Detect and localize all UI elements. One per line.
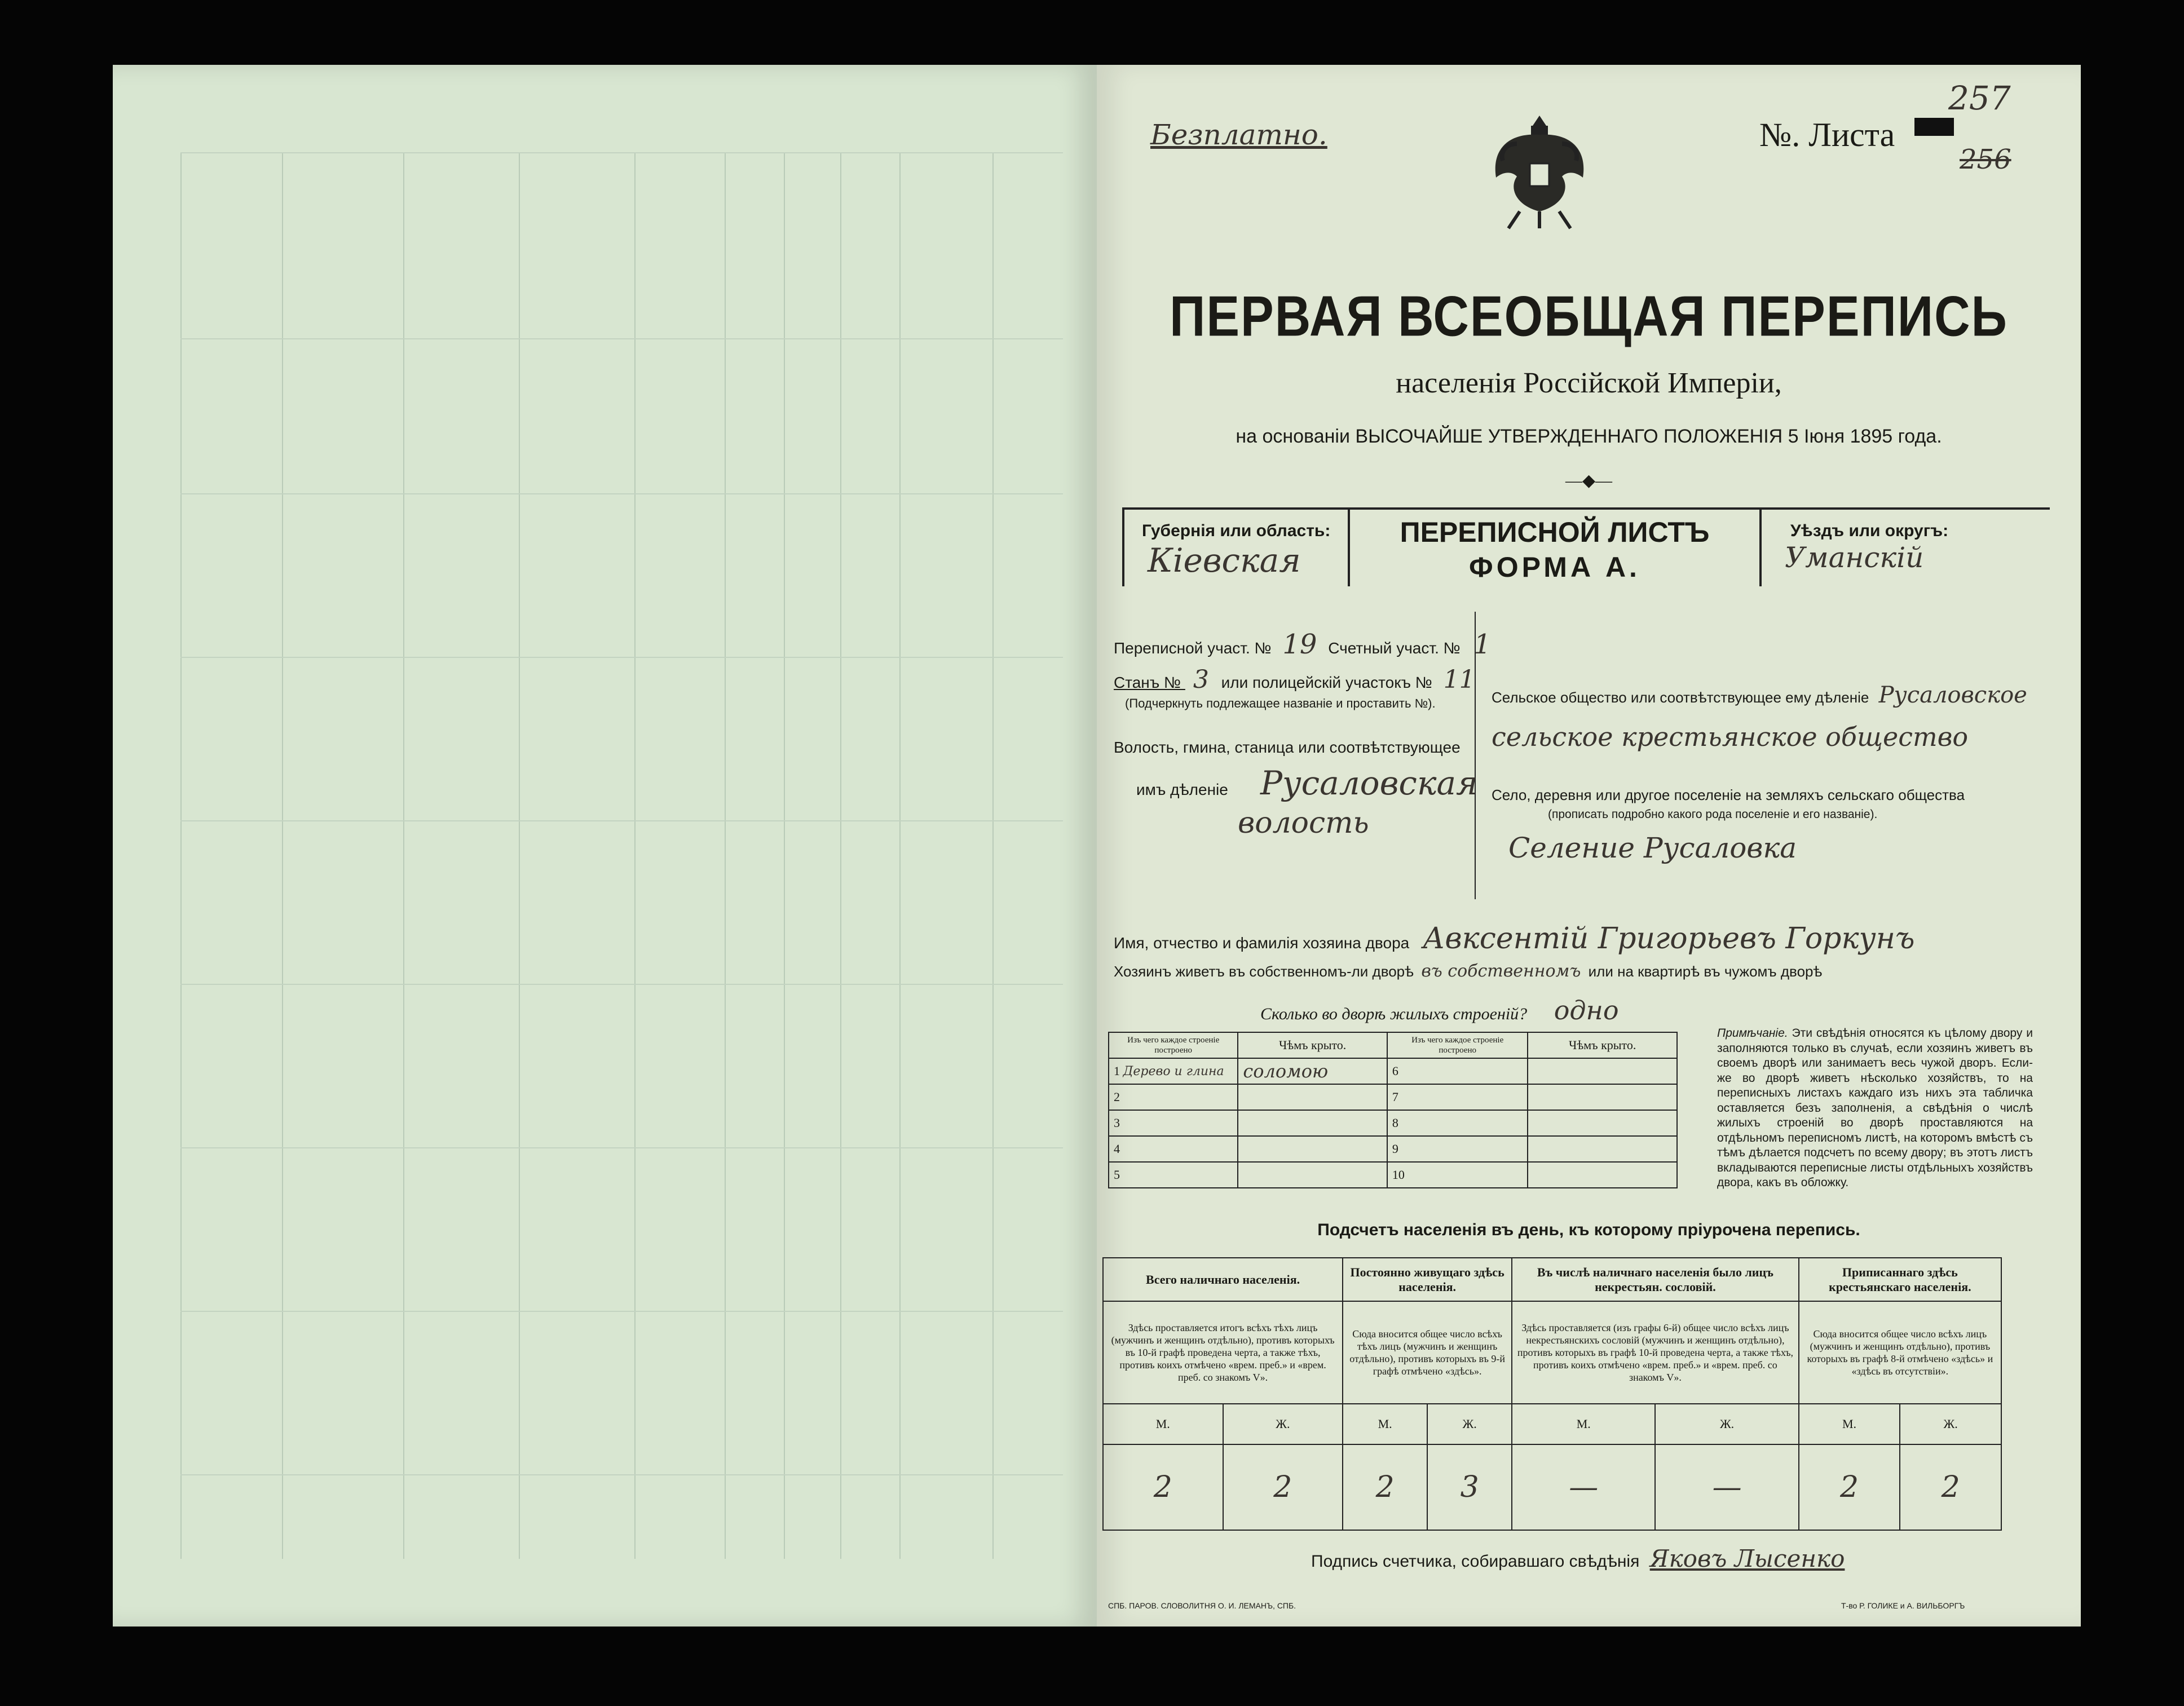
society-value-1: Русаловское: [1878, 682, 2027, 708]
owner-lives-label-2: или на квартирѣ въ чужомъ дворѣ: [1588, 963, 1823, 980]
buildings-head-material: Изъ чего каждое строеніе построено: [1109, 1032, 1238, 1058]
box-rule: [1759, 507, 1762, 586]
female-count: 2: [1223, 1444, 1343, 1530]
census-form-page: [1097, 65, 2081, 1627]
row-number: 5: [1109, 1162, 1238, 1188]
row-roof: [1238, 1110, 1387, 1136]
female-label: Ж.: [1223, 1404, 1343, 1444]
owner-name-value: Авксентій Григорьевъ Горкунъ: [1423, 922, 1915, 956]
stan-value: 3: [1193, 665, 1209, 694]
buildings-head-roof: Чѣмъ крыто.: [1528, 1032, 1677, 1058]
row-roof: [1528, 1136, 1677, 1162]
population-count-table: [1102, 1257, 2002, 1531]
female-label: Ж.: [1427, 1404, 1512, 1444]
row-roof: [1238, 1162, 1387, 1188]
sheet-number-struck: 256: [1960, 144, 2011, 175]
male-label: М.: [1343, 1404, 1427, 1444]
district-value: Уманскій: [1785, 541, 1924, 574]
owner-name-label: Имя, отчество и фамилія хозяина двора: [1114, 934, 1410, 952]
legal-basis: на основаніи ВЫСОЧАЙШЕ УТВЕРЖДЕННАГО ПОЛОЖЕНІЯ 5 Іюня 1895 года.: [1236, 426, 1942, 447]
owner-lives-label-1: Хозяинъ живетъ въ собственномъ-ли дворѣ: [1114, 963, 1414, 980]
faint-grid-line: [180, 1311, 1063, 1312]
underline-note: (Подчеркнуть подлежащее названіе и проставить №).: [1125, 696, 1436, 710]
police-value: 11: [1443, 665, 1475, 694]
box-rule: [1122, 507, 1124, 586]
row-number: 8: [1387, 1110, 1528, 1136]
buildings-head-roof: Чѣмъ крыто.: [1238, 1032, 1387, 1058]
census-area-value: 19: [1282, 629, 1317, 660]
male-label: М.: [1799, 1404, 1900, 1444]
sheet-number-label: №. Листа: [1759, 116, 1895, 153]
counter-area-label: Счетный участ. №: [1328, 639, 1461, 657]
faint-grid-line: [180, 493, 1063, 494]
redaction-mark: [1914, 118, 1954, 136]
police-label: или полицейскій участокъ №: [1221, 674, 1432, 691]
male-label: М.: [1103, 1404, 1223, 1444]
female-label: Ж.: [1655, 1404, 1798, 1444]
row-roof: [1528, 1084, 1677, 1110]
faint-grid-line: [180, 1474, 1063, 1475]
society-row: [1492, 682, 2027, 708]
row-number: 10: [1387, 1162, 1528, 1188]
count-desc: Сюда вносится общее число всѣхъ лицъ (мужчинъ и женщинъ отдѣльно), противъ которыхъ въ графѣ 8-й отмѣчено «здѣсь» и «здѣсь въ отсутствіи».: [1799, 1301, 2001, 1404]
district-label: Уѣздъ или округъ:: [1790, 521, 1949, 540]
faint-grid-line: [180, 984, 1063, 985]
male-count: 2: [1103, 1444, 1223, 1530]
society-value-2: сельское крестьянское общество: [1492, 722, 1969, 752]
buildings-label: Сколько во дворѣ жилыхъ строеній?: [1260, 1005, 1528, 1023]
faint-grid-line: [180, 657, 1063, 658]
faint-grid-line: [180, 152, 1063, 153]
owner-lives-value: въ собственномъ: [1421, 961, 1581, 981]
note-block: [1717, 1026, 2033, 1191]
row-number: 2: [1109, 1084, 1238, 1110]
village-value: Селение Русаловка: [1508, 832, 1797, 864]
table-row: [1109, 1162, 1677, 1188]
free-label: Безплатно.: [1150, 118, 1327, 151]
faint-grid-line: [180, 820, 1063, 821]
left-page: [113, 65, 1097, 1627]
male-label: М.: [1512, 1404, 1655, 1444]
faint-grid-line: [899, 152, 901, 1559]
volost-label-1: Волость, гмина, станица или соотвѣтствующее: [1114, 739, 1461, 756]
signature-value: Яковъ Лысенко: [1649, 1545, 1845, 1572]
faint-grid-line: [180, 338, 1063, 339]
row-roof: [1528, 1058, 1677, 1084]
faint-grid-line: [180, 1147, 1063, 1148]
table-row: [1109, 1058, 1677, 1084]
document-subtitle: населенія Россійской Имперіи,: [1396, 367, 1782, 399]
faint-grid-line: [725, 152, 726, 1559]
row-roof: [1238, 1084, 1387, 1110]
form-title-line2: ФОРМА А.: [1469, 551, 1640, 583]
stan-label: Станъ №: [1114, 674, 1185, 691]
village-note: (прописать подробно какого рода поселеніе и его названіе).: [1548, 808, 1878, 821]
row-material: Дерево и глина: [1123, 1064, 1224, 1079]
owner-name-row: [1114, 922, 1915, 956]
printer-right: Т-во Р. ГОЛИКЕ и А. ВИЛЬБОРГЪ: [1841, 1601, 1965, 1610]
count-desc: Сюда вносится общее число всѣхъ тѣхъ лицъ (мужчинъ и женщинъ отдѣльно), противъ которыхъ въ 9-й графѣ отмѣчено «здѣсь».: [1343, 1301, 1512, 1404]
count-head: Постоянно живущаго здѣсь населенія.: [1343, 1258, 1512, 1301]
row-number: 9: [1387, 1136, 1528, 1162]
row-roof: [1528, 1110, 1677, 1136]
faint-grid-line: [180, 152, 182, 1559]
buildings-row: [1260, 995, 1619, 1026]
faint-grid-line: [840, 152, 841, 1559]
volost-label-2: имъ дѣленіе: [1136, 781, 1228, 798]
form-title-line1: ПЕРЕПИСНОЙ ЛИСТЪ: [1400, 516, 1710, 548]
village-label: Село, деревня или другое поселеніе на земляхъ сельскаго общества: [1492, 786, 1965, 803]
imperial-eagle-emblem: [1486, 110, 1593, 231]
ornament-divider: —◆—: [1565, 471, 1613, 490]
signature-label: Подпись счетчика, собиравшаго свѣдѣнія: [1311, 1552, 1640, 1571]
row-number: 4: [1109, 1136, 1238, 1162]
table-row: [1109, 1084, 1677, 1110]
signature-row: [1311, 1545, 1845, 1572]
table-row: [1109, 1110, 1677, 1136]
faint-grid-line: [519, 152, 520, 1559]
document-title: ПЕРВАЯ ВСЕОБЩАЯ ПЕРЕПИСЬ: [1170, 284, 2008, 348]
female-count: 2: [1900, 1444, 2001, 1530]
volost-value-2: волость: [1238, 806, 1369, 840]
census-area-row: [1114, 629, 1491, 660]
row-roof: соломою: [1238, 1058, 1387, 1084]
row-number: 3: [1109, 1110, 1238, 1136]
count-head: Всего наличнаго населенія.: [1103, 1258, 1343, 1301]
row-number: 1: [1114, 1064, 1120, 1078]
buildings-head-material: Изъ чего каждое строеніе построено: [1387, 1032, 1528, 1058]
society-label: Сельское общество или соотвѣтствующее ему дѣленіе: [1492, 689, 1869, 706]
buildings-value: одно: [1554, 995, 1619, 1026]
row-number: 6: [1387, 1058, 1528, 1084]
province-label: Губернія или область:: [1142, 521, 1331, 540]
row-roof: [1528, 1162, 1677, 1188]
male-count: 2: [1343, 1444, 1427, 1530]
count-desc: Здѣсь проставляется (изъ графы 6-й) общее число всѣхъ лицъ некрестьянскихъ сословій (мужчинъ и женщинъ отдѣльно), противъ которыхъ въ графѣ 10-й проведена черта, а также тѣхъ, противъ коихъ отмѣчено «врем. преб.» и «врем. преб. со знакомъ V».: [1512, 1301, 1799, 1404]
male-count: 2: [1799, 1444, 1900, 1530]
census-area-label: Переписной участ. №: [1114, 639, 1272, 657]
female-label: Ж.: [1900, 1404, 2001, 1444]
printer-left: СПБ. ПАРОВ. СЛОВОЛИТНЯ О. И. ЛЕМАНЪ, СПБ.: [1108, 1601, 1296, 1610]
note-title: Примѣчаніе.: [1717, 1027, 1788, 1040]
count-head: Въ числѣ наличнаго населенія было лицъ некрестьян. сословій.: [1512, 1258, 1799, 1301]
female-count: 3: [1427, 1444, 1512, 1530]
female-count: —: [1655, 1444, 1798, 1530]
buildings-table: [1108, 1032, 1678, 1188]
faint-grid-line: [282, 152, 283, 1559]
sheet-number-value: 257: [1948, 79, 2011, 117]
table-row: [1109, 1136, 1677, 1162]
owner-lives-row: [1114, 961, 1822, 981]
box-top-rule: [1122, 507, 2050, 510]
note-text: Эти свѣдѣнія относятся къ цѣлому двору и заполняются только въ случаѣ, если хозяинъ живетъ въ своемъ дворѣ или занимаетъ весь чужой дворъ. Если-же во дворѣ живетъ нѣсколько хозяйствъ, то на переписныхъ листахъ каждаго изъ нихъ эта табличка оставляется безъ заполненія, а свѣдѣнія о числѣ жилыхъ строеній во дворѣ проставляются на отдѣльномъ переписномъ листѣ, на которомъ вмѣстѣ съ тѣмъ дѣлается подсчетъ по всему двору; въ этотъ листъ вкладываются переписные листы отдѣльныхъ хозяйствъ двора, какъ въ обложку.: [1717, 1027, 2033, 1189]
faint-grid-line: [992, 152, 994, 1559]
row-roof: [1238, 1136, 1387, 1162]
counter-area-value: 1: [1473, 629, 1491, 660]
male-count: —: [1512, 1444, 1655, 1530]
faint-grid-line: [634, 152, 636, 1559]
faint-grid-line: [403, 152, 404, 1559]
volost-value-1: Русаловская: [1260, 764, 1478, 802]
stan-row: [1114, 665, 1475, 694]
faint-grid-line: [784, 152, 785, 1559]
count-head: Приписаннаго здѣсь крестьянскаго населенія.: [1799, 1258, 2001, 1301]
row-number: 7: [1387, 1084, 1528, 1110]
count-title: Подсчетъ населенія въ день, къ которому пріурочена перепись.: [1317, 1221, 1860, 1239]
province-value: Кіевская: [1148, 541, 1301, 580]
count-desc: Здѣсь проставляется итогъ всѣхъ тѣхъ лицъ (мужчинъ и женщинъ отдѣльно), противъ которыхъ въ 10-й графѣ проведена черта, а также тѣхъ, противъ коихъ отмѣчено «врем. преб.» и «врем. преб. со знакомъ V».: [1103, 1301, 1343, 1404]
